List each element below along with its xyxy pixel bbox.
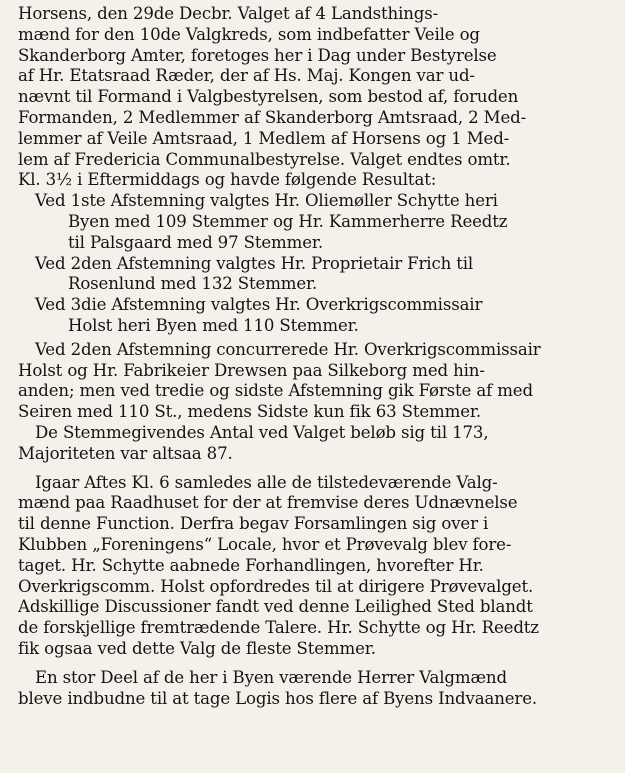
paragraph-second-ballot bbox=[18, 254, 613, 296]
paragraph-election-report bbox=[18, 4, 613, 191]
paragraph-first-ballot bbox=[18, 191, 613, 253]
text-line: Ved 2den Afstemning valgtes Hr. Proprietair Frich til bbox=[35, 253, 474, 273]
text-line: Byen med 109 Stemmer og Hr. Kammerherre Reedtz bbox=[68, 211, 508, 231]
text-line: nævnt til Formand i Valgbestyrelsen, som bestod af, foruden bbox=[18, 87, 519, 107]
text-line: bleve indbudne til at tage Logis hos flere af Byens Indvaanere. bbox=[18, 688, 537, 708]
text-line: Skanderborg Amter, foretoges her i Dag under Bestyrelse bbox=[18, 45, 497, 65]
text-line: Adskillige Discussioner fandt ved denne Leilighed Sted blandt bbox=[18, 597, 533, 617]
text-line: Formanden, 2 Medlemmer af Skanderborg Amtsraad, 2 Med- bbox=[18, 107, 527, 127]
text-line: Ved 3die Afstemning valgtes Hr. Overkrigscommissair bbox=[35, 295, 483, 315]
text-line: de forskjellige fremtrædende Talere. Hr. Schytte og Hr. Reedtz bbox=[18, 618, 539, 638]
paragraph-concurrence bbox=[18, 340, 613, 423]
text-line: Overkrigscomm. Holst opfordredes til at dirigere Prøvevalget. bbox=[18, 576, 534, 596]
text-line: lemmer af Veile Amtsraad, 1 Medlem af Horsens og 1 Med- bbox=[18, 128, 510, 148]
text-line: mænd for den 10de Valgkreds, som indbefatter Veile og bbox=[18, 24, 480, 44]
text-line: Holst heri Byen med 110 Stemmer. bbox=[68, 315, 359, 335]
text-line: taget. Hr. Schytte aabnede Forhandlingen, hvorefter Hr. bbox=[18, 555, 484, 575]
text-line: til denne Function. Derfra begav Forsamlingen sig over i bbox=[18, 514, 489, 534]
text-line: Horsens, den 29de Decbr. Valget af 4 Landsthings- bbox=[18, 4, 439, 23]
text-line: Majoriteten var altsaa 87. bbox=[18, 443, 233, 463]
text-line: Klubben „Foreningens“ Locale, hvor et Prøvevalg blev fore- bbox=[18, 534, 512, 554]
paragraph-vote-count bbox=[18, 423, 613, 465]
text-line: mænd paa Raadhuset for der at fremvise deres Udnævnelse bbox=[18, 493, 518, 513]
text-line: lem af Fredericia Communalbestyrelse. Valget endtes omtr. bbox=[18, 149, 511, 169]
text-line: Seiren med 110 St., medens Sidste kun fik 63 Stemmer. bbox=[18, 402, 481, 422]
text-line: Igaar Aftes Kl. 6 samledes alle de tilstedeværende Valg- bbox=[35, 472, 498, 492]
paragraph-third-ballot bbox=[18, 295, 613, 337]
text-line: Holst og Hr. Fabrikeier Drewsen paa Silkeborg med hin- bbox=[18, 360, 485, 380]
paragraph-lodging bbox=[18, 668, 613, 710]
text-line: En stor Deel af de her i Byen værende Herrer Valgmænd bbox=[35, 667, 507, 687]
text-line: Ved 1ste Afstemning valgtes Hr. Oliemøller Schytte heri bbox=[35, 191, 498, 211]
text-line: anden; men ved tredie og sidste Afstemning gik Første af med bbox=[18, 381, 533, 401]
text-line: Rosenlund med 132 Stemmer. bbox=[68, 274, 318, 294]
text-line: Kl. 3½ i Eftermiddags og havde følgende Resultat: bbox=[18, 170, 437, 190]
paragraph-trial-vote bbox=[18, 473, 613, 660]
text-line: til Palsgaard med 97 Stemmer. bbox=[68, 232, 323, 252]
text-line: De Stemmegivendes Antal ved Valget beløb sig til 173, bbox=[35, 422, 489, 442]
text-line: Ved 2den Afstemning concurrerede Hr. Overkrigscommissair bbox=[35, 339, 541, 359]
text-line: af Hr. Etatsraad Ræder, der af Hs. Maj. Kongen var ud- bbox=[18, 66, 475, 86]
text-line: fik ogsaa ved dette Valg de fleste Stemmer. bbox=[18, 638, 376, 658]
